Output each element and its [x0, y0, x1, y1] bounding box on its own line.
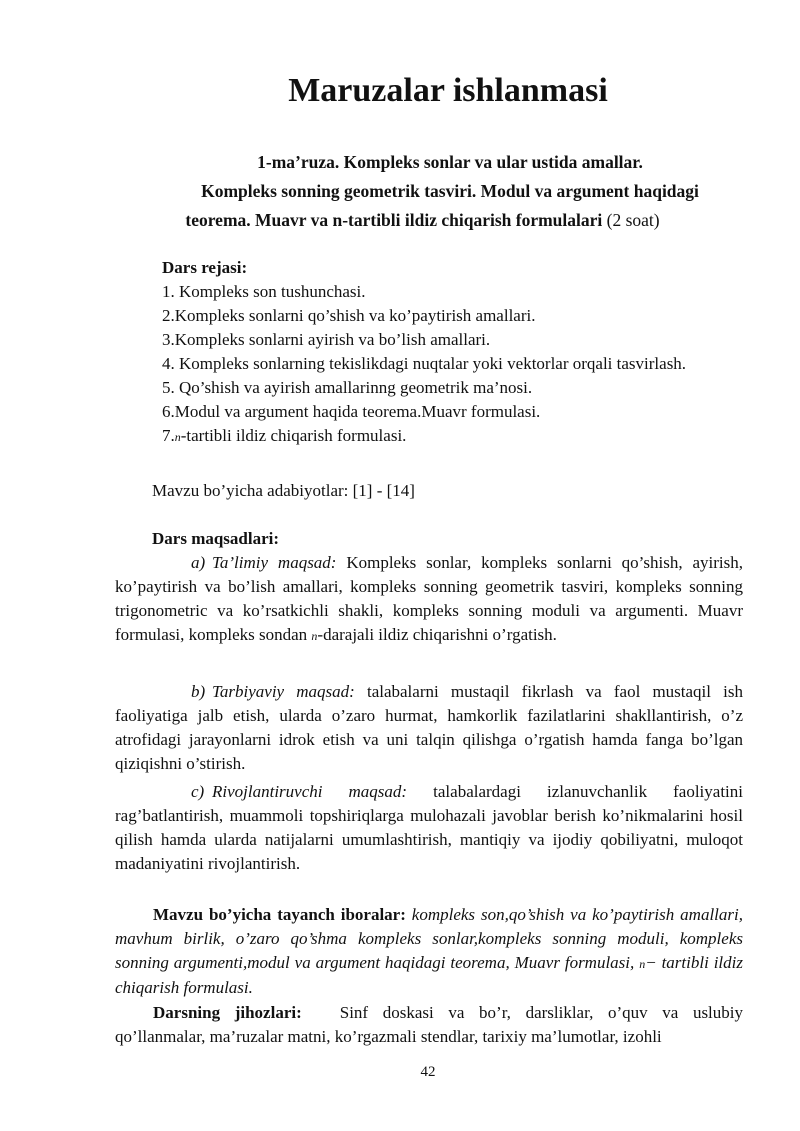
plan-item-5: 5. Qo’shish va ayirish amallarinng geometrik ma’nosi.	[162, 378, 533, 397]
page-title: Maruzalar ishlanmasi	[288, 72, 608, 109]
goal-c-text: talabalardagi izlanuvchanlik faoliyatini rag’batlantirish, muammoli topshiriqlarga mulohazali javoblar berish ko’nikmalarini hosil qilish hamda ularda natijalarni umumlashtirish, mantiqiy va ijodiy qobiliyatni, muloqot madaniyatini rivojlantirish.	[115, 782, 743, 873]
goal-b-text: talabalarni mustaqil fikrlash va faol mustaqil ish faoliyatiga jalb etish, ularda o’zaro hurmat, hamkorlik fazilatlarini shakllantirish, o’z atrofidagi jarayonlarni idrok etish va uni talqin qilishga o’rgatish hamda fanga bo’lgan qiziqishni o’stirish.	[115, 682, 743, 773]
goal-b-letter: b)	[191, 682, 206, 701]
goal-a-label: Ta’limiy maqsad:	[212, 553, 337, 572]
plan-heading: Dars rejasi:	[162, 258, 248, 277]
keywords-paragraph	[115, 903, 743, 1000]
goal-c-paragraph	[115, 780, 743, 876]
plan-item-1: 1. Kompleks son tushunchasi.	[162, 282, 366, 301]
lecture-heading-line-3	[100, 206, 800, 235]
literature-line: Mavzu bo’yicha adabiyotlar: [1] - [14]	[152, 481, 415, 500]
keywords-text-2: − tartibli ildiz chiqarish formulasi.	[115, 953, 743, 997]
goal-b-paragraph	[115, 680, 743, 776]
n-variable: n	[174, 430, 181, 444]
plan-item-2: 2.Kompleks sonlarni qo’shish va ko’paytirish amallari.	[162, 306, 536, 325]
lecture-heading-line-3-text: teorema. Muavr va n-tartibli ildiz chiqarish formulalari	[185, 210, 603, 230]
keywords-label: Mavzu bo’yicha tayanch iboralar:	[153, 905, 406, 924]
plan-item-7	[162, 424, 406, 449]
plan-item-3: 3.Kompleks sonlarni ayirish va bo’lish amallari.	[162, 330, 491, 349]
goal-c-letter: c)	[191, 782, 205, 801]
goal-a-letter: a)	[191, 553, 206, 572]
goal-a-paragraph	[115, 551, 743, 648]
plan-item-6: 6.Modul va argument haqida teorema.Muavr formulasi.	[162, 402, 541, 421]
n-variable: n	[639, 957, 646, 971]
goal-c-label: Rivojlantiruvchi maqsad:	[212, 782, 408, 801]
goals-heading: Dars maqsadlari:	[152, 529, 280, 548]
goal-a-text-2: -darajali ildiz chiqarishni o’rgatish.	[317, 625, 557, 644]
n-variable: n	[311, 629, 318, 643]
lecture-heading-line-1: 1-ma’ruza. Kompleks sonlar va ular ustida amallar.	[257, 152, 643, 172]
goal-b-label: Tarbiyaviy maqsad:	[212, 682, 355, 701]
lecture-heading-line-2: Kompleks sonning geometrik tasviri. Modul va argument haqidagi	[201, 181, 699, 201]
page-number: 42	[420, 1064, 436, 1080]
equipment-paragraph	[115, 1001, 743, 1049]
keywords-text-1: kompleks son,qo’shish va ko’paytirish amallari, mavhum birlik, o’zaro qo’shma kompleks sonlar,kompleks sonning moduli, kompleks sonning argumenti,modul va argument haqidagi teorema, Muavr formulasi,	[115, 905, 743, 972]
plan-item-7-number: 7.	[162, 426, 175, 445]
lecture-heading	[100, 148, 800, 235]
lecture-hours: (2 soat)	[606, 210, 660, 230]
plan-item-4: 4. Kompleks sonlarning tekislikdagi nuqtalar yoki vektorlar orqali tasvirlash.	[162, 354, 687, 373]
plan-item-7-text: -tartibli ildiz chiqarish formulasi.	[180, 426, 407, 445]
goal-a-text-1: Kompleks sonlar, kompleks sonlarni qo’shish, ayirish, ko’paytirish va bo’lish amallari, kompleks sonning geometrik tasviri, kompleks sonning trigonometric va ko’rsatkichli shakli, kompleks sonning moduli va argumenti. Muavr formulasi, kompleks sondan	[115, 553, 743, 644]
equipment-label: Darsning jihozlari:	[153, 1003, 302, 1022]
equipment-text: Sinf doskasi va bo’r, darsliklar, o’quv va uslubiy qo’llanmalar, ma’ruzalar matni, ko’rgazmali stendlar, tarixiy ma’lumotlar, izohli	[115, 1003, 744, 1046]
